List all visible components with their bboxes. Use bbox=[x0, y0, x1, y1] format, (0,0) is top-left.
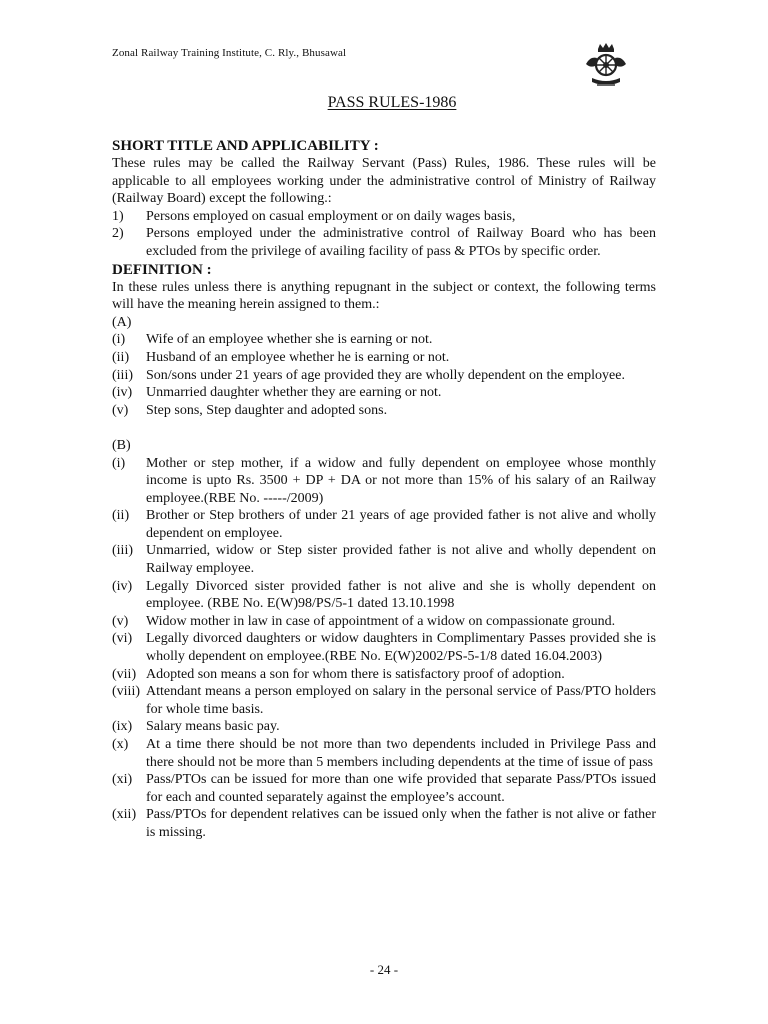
header-institute: Zonal Railway Training Institute, C. Rly., Bhusawal bbox=[112, 47, 347, 59]
list-item: (vi) Legally divorced daughters or widow daughters in Complimentary Passes provided she is wholly dependent on employee.(RBE No. E(W)2002/PS-5-1/8 dated 16.04.2003) bbox=[112, 631, 656, 665]
list-item: (xi) Pass/PTOs can be issued for more than one wife provided that separate Pass/PTOs issued for each and counted separately against the employee’s account. bbox=[112, 772, 656, 805]
list-item: (x) At a time there should be not more than two dependents included in Privilege Pass and there should not be more than 5 members including dependents at the time of issue of pass bbox=[112, 737, 656, 770]
list-item: (ii) Husband of an employee whether he is earning or not. bbox=[112, 349, 450, 365]
list-item: (iii) Unmarried, widow or Step sister provided father is not alive and wholly dependent on Railway employee. bbox=[112, 543, 656, 577]
list-item: (ix) Salary means basic pay. bbox=[112, 719, 280, 735]
spacer bbox=[112, 419, 656, 437]
section-heading-short-title: SHORT TITLE AND APPLICABILITY : bbox=[112, 138, 379, 154]
list-item: (iii) Son/sons under 21 years of age provided they are wholly dependent on the employee. bbox=[112, 367, 625, 383]
list-item: 1) Persons employed on casual employment or on daily wages basis, bbox=[112, 208, 516, 224]
railway-emblem-icon bbox=[580, 40, 632, 92]
list-item: (v) Widow mother in law in case of appointment of a widow on compassionate ground. bbox=[112, 613, 616, 629]
section-heading-definition: DEFINITION : bbox=[112, 261, 212, 278]
group-a-label: (A) bbox=[112, 314, 132, 330]
list-item: (xii) Pass/PTOs for dependent relatives can be issued only when the father is not alive or father is missing. bbox=[112, 807, 656, 840]
list-item: (viii) Attendant means a person employed on salary in the personal service of Pass/PTO holders for whole time basis. bbox=[112, 684, 656, 717]
list-item: 2) Persons employed under the administrative control of Railway Board who has been excluded from the privilege of availing facility of pass & PTOs by specific order. bbox=[112, 226, 656, 259]
list-item: (ii) Brother or Step brothers of under 21 years of age provided father is not alive and wholly dependent on employee. bbox=[112, 508, 656, 541]
document-body bbox=[112, 137, 656, 842]
short-title-paragraph: These rules may be called the Railway Servant (Pass) Rules, 1986. These rules will be applicable to all employees working under the administrative control of Ministry of Railway (Railway Board) except the following.: bbox=[112, 156, 656, 207]
page-title: PASS RULES-1986 bbox=[327, 94, 457, 111]
list-item: (i) Mother or step mother, if a widow and fully dependent on employee whose monthly income is upto Rs. 3500 + DP + DA or not more than 15% of his salary of an Railway employee.(RBE No. -----/2009) bbox=[112, 455, 656, 506]
group-b-label: (B) bbox=[112, 437, 131, 453]
definition-paragraph: In these rules unless there is anything repugnant in the subject or context, the following terms will have the meaning herein assigned to them.: bbox=[112, 279, 656, 313]
list-item: (vii) Adopted son means a son for whom there is satisfactory proof of adoption. bbox=[112, 666, 565, 682]
list-item: (iv) Unmarried daughter whether they are earning or not. bbox=[112, 385, 442, 401]
list-item: (v) Step sons, Step daughter and adopted sons. bbox=[112, 402, 388, 418]
list-item: (i) Wife of an employee whether she is earning or not. bbox=[112, 332, 433, 348]
page-number: - 24 - bbox=[369, 962, 399, 977]
list-item: (iv) Legally Divorced sister provided father is not alive and she is wholly dependent on employee. (RBE No. E(W)98/PS/5-1 dated 13.10.1998 bbox=[112, 578, 656, 612]
